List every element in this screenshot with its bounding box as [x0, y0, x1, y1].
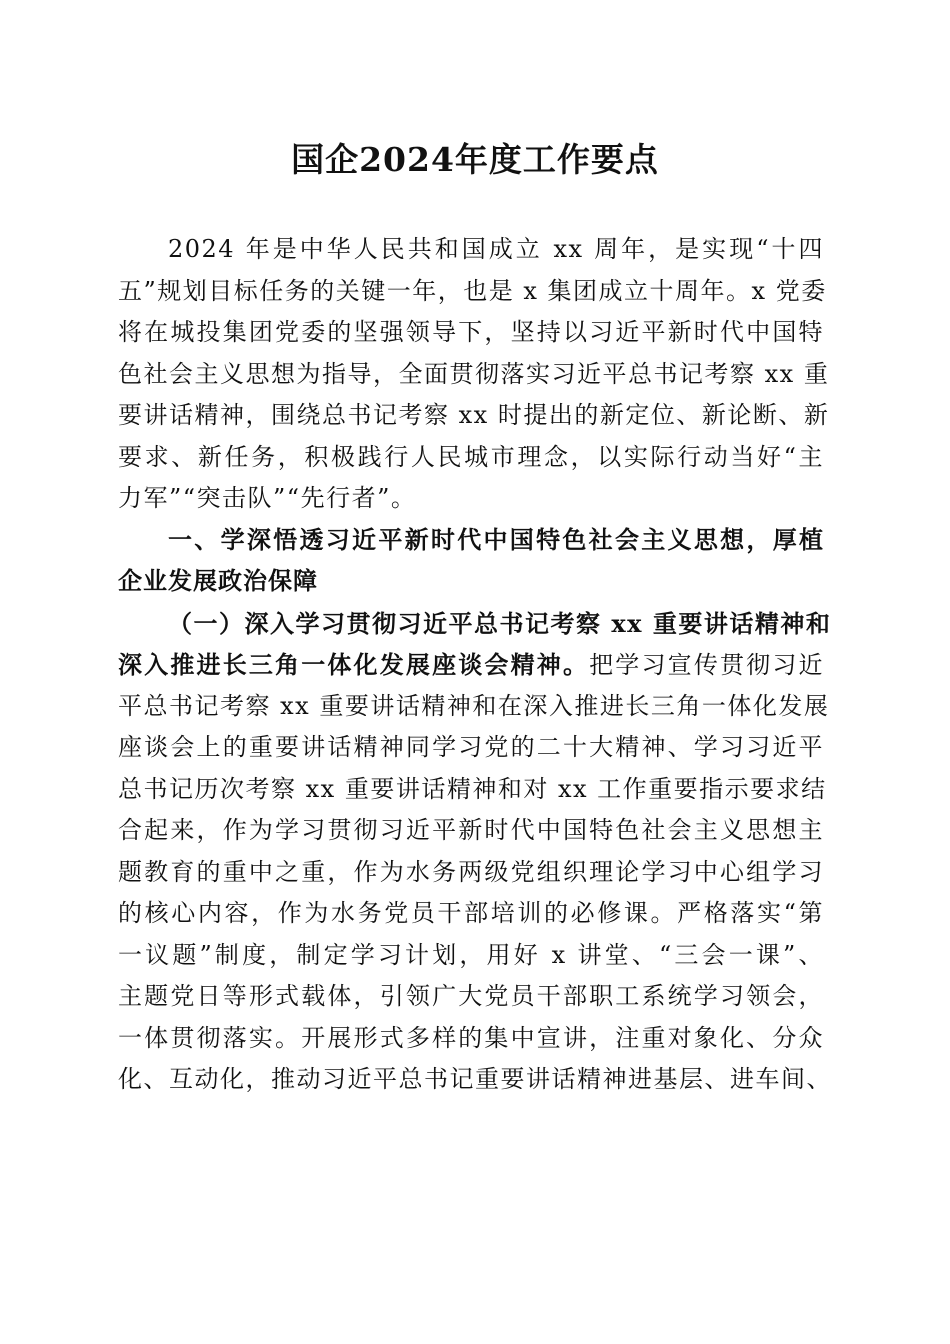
- paragraph-line: 总书记历次考察 xx 重要讲话精神和对 xx 工作重要指示要求结: [118, 774, 827, 803]
- section-heading-line: 企业发展政治保障: [118, 567, 318, 595]
- paragraph-line: 一议题”制度，制定学习计划，用好 x 讲堂、“三会一课”、: [118, 940, 824, 969]
- subsection-heading-line: （一）深入学习贯彻习近平总书记考察 xx 重要讲话精神和: [168, 608, 832, 638]
- section-heading-line: 一、学深悟透习近平新时代中国特色社会主义思想，厚植: [168, 525, 824, 554]
- document-body: [118, 229, 832, 1101]
- paragraph-line: 平总书记考察 xx 重要讲话精神和在深入推进长三角一体化发展: [118, 691, 830, 720]
- subsection-heading-tail: 深入推进长三角一体化发展座谈会精神。: [118, 650, 590, 679]
- intro-line: 色社会主义思想为指导，全面贯彻落实习近平总书记考察 xx 重: [118, 359, 830, 388]
- intro-line: 2024 年是中华人民共和国成立 xx 周年，是实现“十四: [168, 235, 824, 263]
- paragraph-line: 题教育的重中之重，作为水务两级党组织理论学习中心组学习: [118, 857, 824, 886]
- paragraph-line: 主题党日等形式载体，引领广大党员干部职工系统学习领会，: [118, 982, 824, 1010]
- intro-line: 五”规划目标任务的关键一年，也是 x 集团成立十周年。x 党委: [118, 276, 827, 305]
- intro-line: 要求、新任务，积极践行人民城市理念，以实际行动当好“主: [118, 442, 824, 471]
- intro-line: 力军”“突击队”“先行者”。: [118, 484, 417, 512]
- paragraph-line: 一体贯彻落实。开展形式多样的集中宣讲，注重对象化、分众: [118, 1023, 824, 1052]
- paragraph-line: 合起来，作为学习贯彻习近平新时代中国特色社会主义思想主: [118, 816, 824, 844]
- paragraph-line: 化、互动化，推动习近平总书记重要讲话精神进基层、进车间、: [118, 1065, 832, 1093]
- document-title: 国企2024年度工作要点: [291, 140, 659, 179]
- paragraph-text: 把学习宣传贯彻习近: [589, 651, 825, 679]
- paragraph-line: 的核心内容，作为水务党员干部培训的必修课。严格落实“第: [118, 899, 824, 927]
- paragraph-line: 座谈会上的重要讲话精神同学习党的二十大精神、学习习近平: [118, 733, 824, 761]
- intro-line: 要讲话精神，围绕总书记考察 xx 时提出的新定位、新论断、新: [118, 401, 830, 429]
- intro-line: 将在城投集团党委的坚强领导下，坚持以习近平新时代中国特: [118, 318, 824, 346]
- subsection-mixed-line: [118, 644, 824, 686]
